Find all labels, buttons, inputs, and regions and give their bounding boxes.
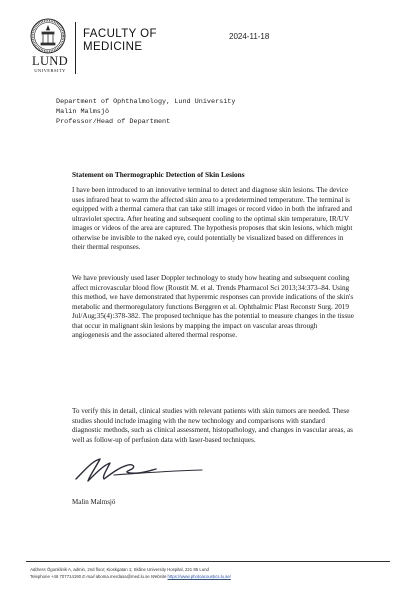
telephone-value: +46 707714190 [51,574,82,579]
sender-block [56,97,235,127]
paragraph-3: To verify this in detail, clinical studies with relevant patients with skin tumors are needed. These studies should include imaging with the new technology and comparisons with standard diagnostic methods, such as clinical assessment, histopathology, and changes in vascular areas, as well as follow-up of perfusion data with laser-based techniques. [72,407,353,444]
handwritten-signature [70,453,210,487]
telephone-label: Telephone [30,574,50,579]
website-label: Website [150,574,167,579]
paragraph-1: I have been introduced to an innovative terminal to detect and diagnose skin lesions. The device uses infrared heat to warm the affected skin area to a predetermined temperature. The terminal is equipped with a thermal camera that can take still images or record video in both the infrared and ultraviolet spectra. After heating and subsequent cooling to the optimal skin temperature, IR/UV images or videos of the area are captured. The hypothesis proposes that skin lesions, which might otherwise be invisible to the naked eye, could potentially be visualized based on differences in their thermal responses. [72,186,353,251]
letter-footer [30,566,231,580]
website-link[interactable]: https://www.photoacoustics.lu.se/ [167,574,231,579]
email-value: aboma.merdasa@med.lu.se [95,574,150,579]
faculty-line-2: MEDICINE [83,40,143,53]
sender-name: Malin Malmsjö [56,108,110,116]
signer-name: Malin Malmsjö [72,498,116,506]
address-value: Ögonklinik A, admin, 2nd floor; Kioskgatan 1; Skåne University Hospital, 221 85 Lund [46,567,209,572]
footer-divider [26,561,390,562]
faculty-line-1: FACULTY OF [83,28,157,40]
email-label: E-mail [82,574,95,579]
university-seal-icon [30,18,66,54]
university-wordmark: LUND [32,54,68,68]
letter-date: 2024-11-18 [229,32,270,41]
university-sub-wordmark: UNIVERSITY [34,68,66,73]
letter-title: Statement on Thermographic Detection of Skin Lesions [72,170,245,179]
footer-address-line [30,566,231,573]
header-divider [75,22,76,74]
footer-contact-line [30,573,231,580]
paragraph-2: We have previously used laser Doppler technology to study how heating and subsequent cooling affect microvascular blood flow (Roustit M. et al. Trends Pharmacol Sci 2013;34:373–84. Using this method, we have demonstrated that hyperemic responses can provide indications of the skin's metabolic and thermoregulatory functions Berggren et al. Ophthalmic Plast Reconstr Surg. 2019 Jul/Aug;35(4):378-382. The proposed technique has the potential to measure changes in the tissue that occur in malignant skin lesions by mapping the impact on vascular areas through angiogenesis and the associated altered thermal response. [72,274,354,339]
address-label: Address [30,567,46,572]
sender-department: Department of Ophthalmology, Lund University [56,98,236,106]
faculty-name [83,28,157,53]
sender-role: Professor/Head of Department [56,118,171,126]
